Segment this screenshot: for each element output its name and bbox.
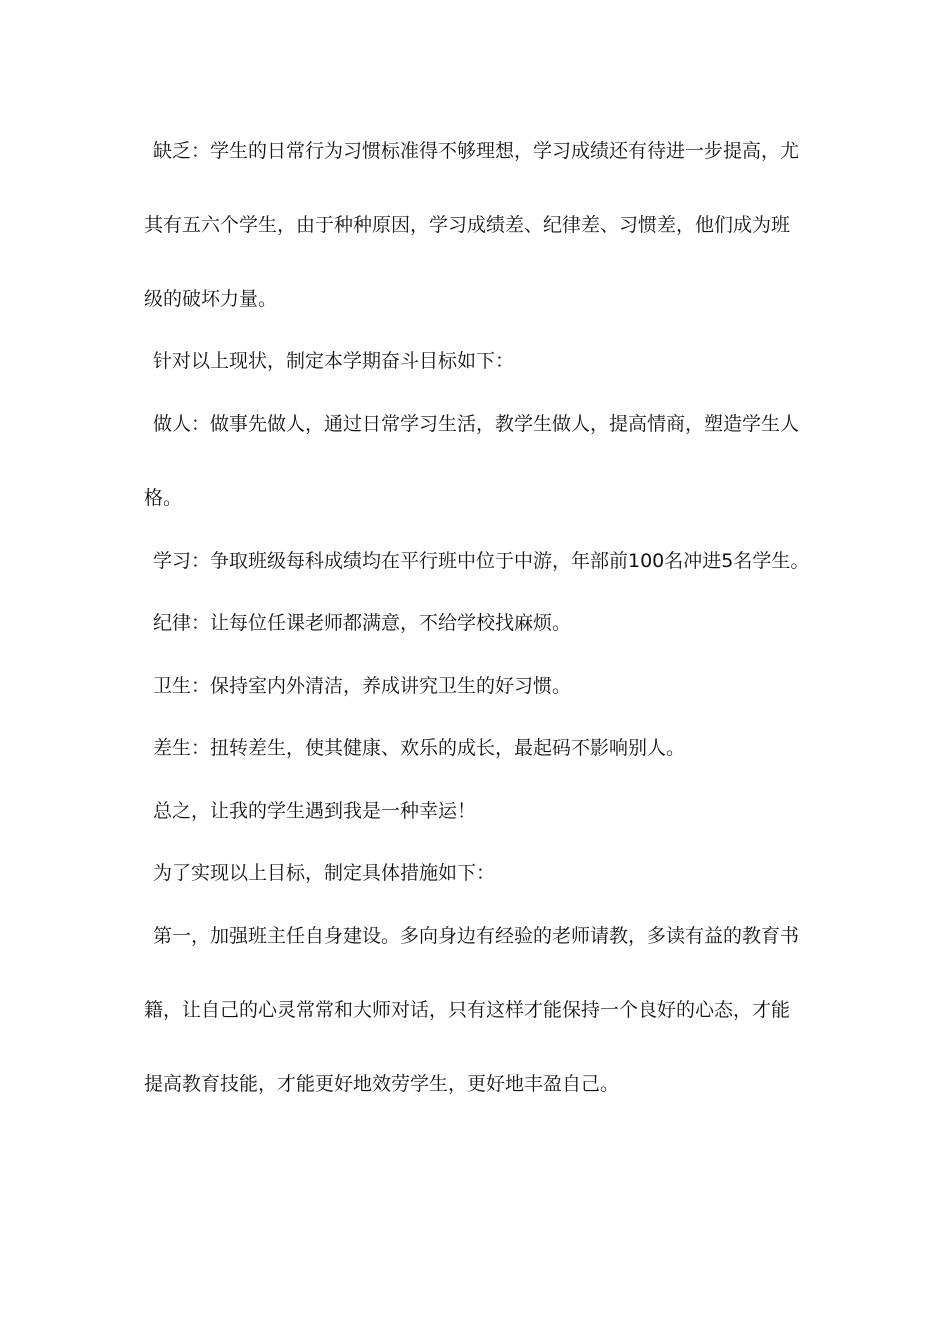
text-line: 级的破坏力量。 (144, 288, 278, 310)
text-line: 缺乏：学生的日常行为习惯标准得不够理想，学习成绩还有待进一步提高，尤 (153, 140, 800, 162)
text-line: 总之，让我的学生遇到我是一种幸运！ (153, 800, 477, 822)
text-line: 针对以上现状，制定本学期奋斗目标如下： (153, 350, 515, 372)
text-line: 第一，加强班主任自身建设。多向身边有经验的老师请教，多读有益的教育书 (153, 925, 800, 947)
text-line: 做人：做事先做人，通过日常学习生活，教学生做人，提高情商，塑造学生人 (153, 413, 800, 435)
text-line: 格。 (144, 487, 183, 509)
text-line: 提高教育技能，才能更好地效劳学生，更好地丰盈自己。 (144, 1073, 620, 1095)
text-line: 卫生：保持室内外清洁，养成讲究卫生的好习惯。 (153, 675, 572, 697)
text-line: 为了实现以上目标，制定具体措施如下： (153, 862, 496, 884)
text-line: 其有五六个学生，由于种种原因，学习成绩差、纪律差、习惯差，他们成为班 (144, 214, 791, 236)
text-line: 籍，让自己的心灵常常和大师对话，只有这样才能保持一个良好的心态，才能 (144, 999, 791, 1021)
text-line: 差生：扭转差生，使其健康、欢乐的成长，最起码不影响别人。 (153, 737, 686, 759)
text-line: 学习：争取班级每科成绩均在平行班中位于中游，年部前100名冲进5名学生。 (153, 550, 810, 572)
text-line: 纪律：让每位任课老师都满意，不给学校找麻烦。 (153, 612, 572, 634)
